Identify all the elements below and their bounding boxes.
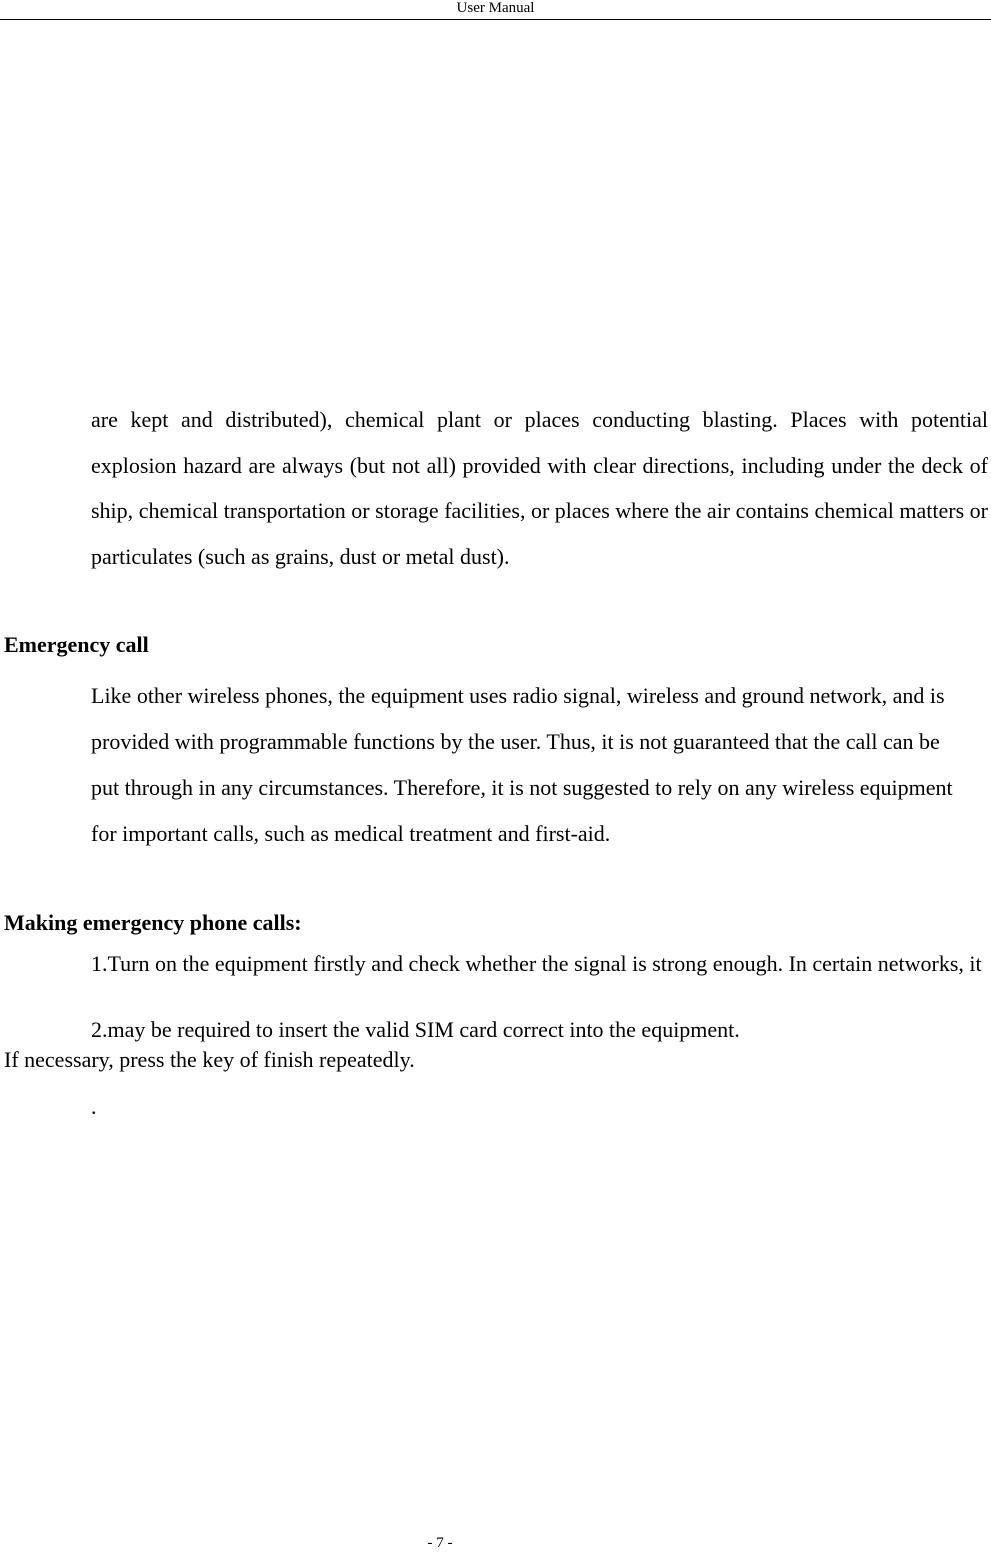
step-2-text: 2.may be required to insert the valid SIM card correct into the equipment. — [91, 1017, 740, 1042]
page-number: - 7 - — [427, 1535, 453, 1551]
emergency-call-heading: Emergency call — [4, 632, 149, 657]
trailing-dot: . — [91, 1094, 97, 1119]
header-rule — [0, 19, 991, 20]
page-header: User Manual — [456, 0, 535, 16]
explosive-areas-continued-paragraph: are kept and distributed), chemical plant or places conducting blasting. Places with potential explosion hazard are always (but not all) provided with clear directions, including under the deck of ship, chemical transportation or storage facilities, or places where the air contains chemical matters or particulates (such as grains, dust or metal dust). — [91, 407, 988, 569]
step-1-text: 1.Turn on the equipment firstly and check whether the signal is strong enough. In certain networks, it — [91, 951, 982, 976]
emergency-call-paragraph: Like other wireless phones, the equipment uses radio signal, wireless and ground network, and is provided with programmable functions by the user. Thus, it is not guaranteed that the call can be put through in any circumstances. Therefore, it is not suggested to rely on any wireless equipment for important calls, such as medical treatment and first-aid. — [91, 683, 953, 846]
making-emergency-calls-heading: Making emergency phone calls: — [4, 910, 302, 935]
step-3-text: If necessary, press the key of finish repeatedly. — [4, 1047, 415, 1072]
